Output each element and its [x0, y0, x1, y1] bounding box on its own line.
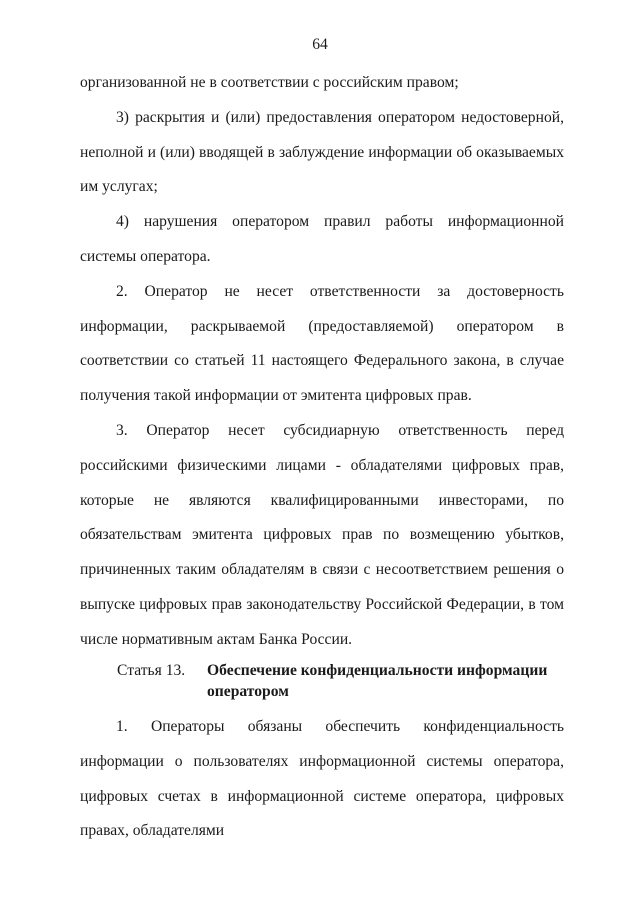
paragraph-clause-2: 2. Оператор не несет ответственности за достоверность информации, раскрываемой (предоставляемой) оператором в соответствии со статьей 11 настоящего Федерального закона, в случае получения такой информации от эмитента цифровых прав.: [80, 282, 564, 405]
paragraph-clause-3: 3. Оператор несет субсидиарную ответственность перед российскими физическими лицами - обладателями цифровых прав, которые не являются квалифицированными инвесторами, по обязательствам эмитента цифровых прав по возмещению убытков, причиненных таким обладателям в связи с несоответствием решения о выпуске цифровых прав законодательству Российской Федерации, в том числе нормативным актам Банка России.: [80, 421, 564, 648]
article-heading: [117, 660, 577, 702]
paragraph-continuation: организованной не в соответствии с российским правом;: [80, 74, 459, 91]
paragraph-article-13-clause-1: 1. Операторы обязаны обеспечить конфиденциальность информации о пользователях информационной системы оператора, цифровых счетах в информационной системе оператора, цифровых правах, обладателями: [80, 718, 564, 840]
paragraph-item-4: 4) нарушения оператором правил работы информационной системы оператора.: [80, 213, 564, 265]
body-text-bottom: [80, 710, 564, 849]
page-number: 64: [312, 36, 328, 53]
article-title: Обеспечение конфиденциальности информации оператором: [207, 662, 548, 700]
paragraph-item-3: 3) раскрытия и (или) предоставления оператором недостоверной, неполной и (или) вводящей в заблуждение информации об оказываемых им услугах;: [80, 108, 564, 196]
article-label: Статья 13.: [117, 662, 186, 679]
body-text-top: [80, 66, 564, 658]
